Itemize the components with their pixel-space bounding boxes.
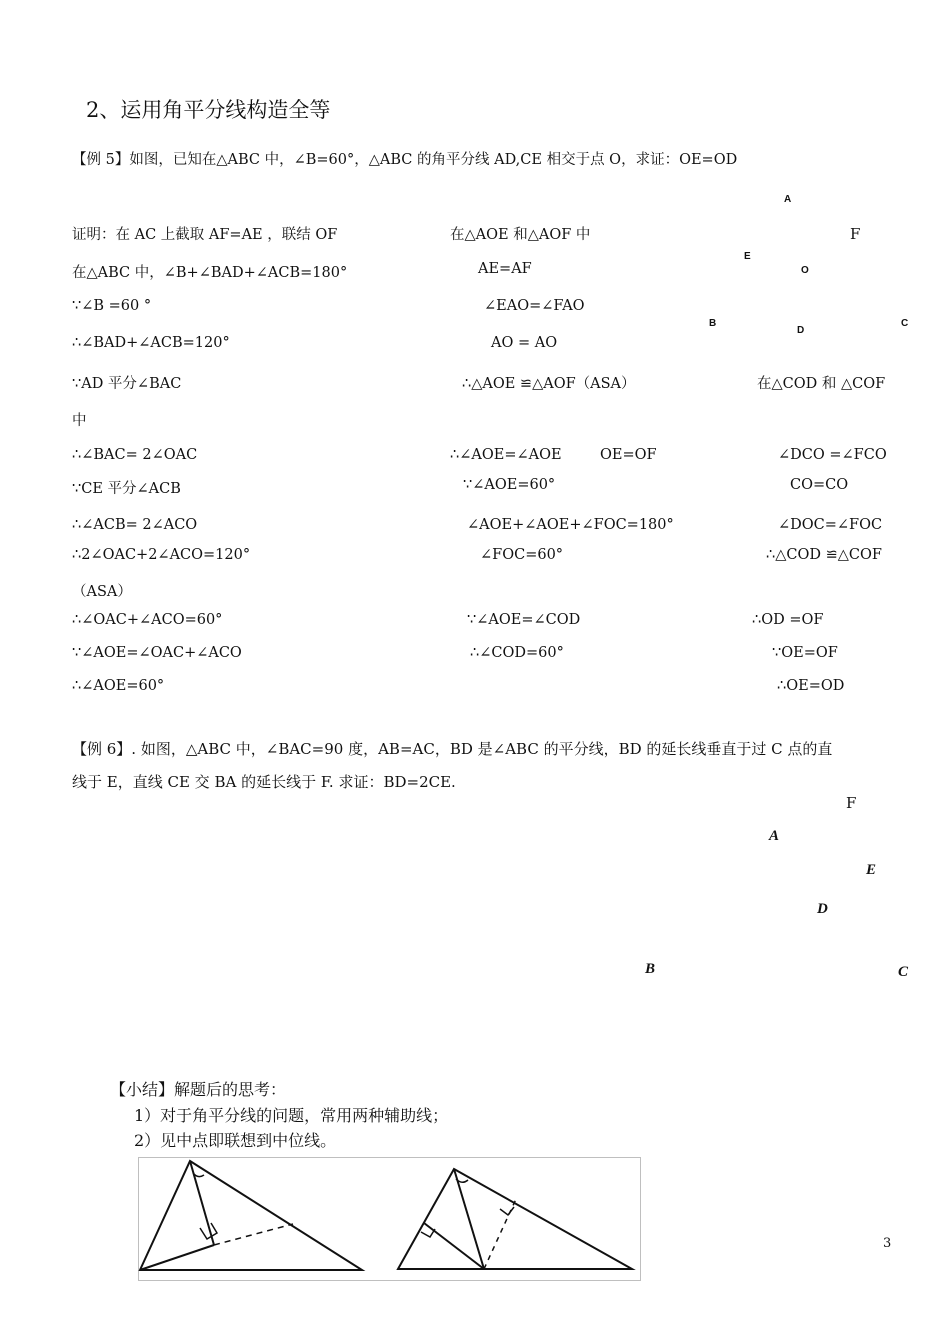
summary-item: 1）对于角平分线的问题，常用两种辅助线； bbox=[134, 1106, 449, 1125]
proof-line: ∵OE=OF bbox=[772, 645, 838, 661]
proof-line: 证明：在 AC 上截取 AF=AE ，联结 OF bbox=[72, 227, 338, 243]
proof-line: ∴∠OAC+∠ACO=60° bbox=[72, 612, 223, 628]
right-triangle-figure bbox=[398, 1169, 632, 1269]
summary-item: 2）见中点即联想到中位线。 bbox=[134, 1131, 337, 1150]
proof-line: ∵∠AOE=∠OAC+∠ACO bbox=[72, 645, 242, 661]
ex5-label-o: O bbox=[801, 265, 809, 276]
proof-line: ∴2∠OAC+2∠ACO=120° bbox=[72, 547, 251, 563]
proof-line: ∵AD 平分∠BAC bbox=[72, 376, 182, 392]
proof-line: AO = AO bbox=[491, 335, 558, 351]
ex5-label-c: C bbox=[901, 318, 909, 329]
proof-line: CO=CO bbox=[790, 477, 849, 493]
proof-line: ∴OE=OD bbox=[777, 678, 845, 694]
proof-line: ∴△COD ≌△COF bbox=[766, 547, 882, 563]
proof-line: ∠DOC=∠FOC bbox=[778, 517, 883, 533]
proof-line: ∴∠AOE=60° bbox=[72, 678, 165, 694]
proof-line: ∠AOE+∠AOE+∠FOC=180° bbox=[467, 517, 674, 533]
ex6-label-b: B bbox=[645, 961, 656, 977]
ex6-label-c: C bbox=[898, 964, 909, 980]
proof-line: 在△ABC 中，∠B+∠BAD+∠ACB=180° bbox=[72, 265, 348, 281]
ex5-label-d: D bbox=[797, 325, 805, 336]
summary-title: 【小结】解题后的思考： bbox=[110, 1080, 287, 1099]
proof-line: ∴∠AOE=∠AOE bbox=[450, 447, 562, 463]
proof-line: 在△AOE 和△AOF 中 bbox=[450, 227, 591, 243]
proof-line: ∴△AOE ≌△AOF（ASA） bbox=[462, 376, 636, 392]
ex6-label-f: F bbox=[846, 794, 857, 812]
proof-line: AE=AF bbox=[478, 261, 532, 277]
proof-line: OE=OF bbox=[600, 447, 657, 463]
proof-line: ∴∠BAD+∠ACB=120° bbox=[72, 335, 230, 351]
section-title: 2、运用角平分线构造全等 bbox=[86, 98, 331, 122]
proof-line: ∵∠AOE=60° bbox=[463, 477, 556, 493]
ex6-label-d: D bbox=[817, 901, 828, 917]
proof-line: ∵∠AOE=∠COD bbox=[467, 612, 581, 628]
ex5-label-b: B bbox=[709, 318, 717, 329]
proof-line: ∠DCO =∠FCO bbox=[778, 447, 887, 463]
proof-line: 中 bbox=[72, 413, 87, 429]
proof-line: （ASA） bbox=[72, 584, 132, 600]
left-triangle-figure bbox=[140, 1161, 362, 1270]
ex6-label-a: A bbox=[769, 828, 780, 844]
example6-line2: 线于 E，直线 CE 交 BA 的延长线于 F. 求证：BD=2CE. bbox=[72, 773, 456, 791]
ex6-label-e: E bbox=[866, 862, 877, 878]
proof-line: ∴OD =OF bbox=[752, 612, 824, 628]
proof-line: ∴∠COD=60° bbox=[470, 645, 564, 661]
proof-line: ∠FOC=60° bbox=[480, 547, 564, 563]
proof-line: ∵CE 平分∠ACB bbox=[72, 481, 181, 497]
auxiliary-line-figures bbox=[138, 1157, 641, 1281]
ex5-label-a: A bbox=[784, 194, 792, 205]
proof-line: 在△COD 和 △COF bbox=[757, 376, 886, 392]
proof-line: ∴∠ACB= 2∠ACO bbox=[72, 517, 198, 533]
example5-prompt: 【例 5】如图，已知在△ABC 中，∠B=60°，△ABC 的角平分线 AD,CE 相交于点 O，求证：OE=OD bbox=[72, 152, 738, 168]
proof-line: ∵∠B =60 ° bbox=[72, 298, 152, 314]
ex5-label-f: F bbox=[850, 225, 861, 243]
ex5-label-e: E bbox=[744, 251, 751, 262]
proof-line: ∠EAO=∠FAO bbox=[484, 298, 585, 314]
page-number: 3 bbox=[883, 1236, 892, 1251]
proof-line: ∴∠BAC= 2∠OAC bbox=[72, 447, 198, 463]
example6-line1: 【例 6】. 如图，△ABC 中，∠BAC=90 度，AB=AC，BD 是∠ABC 的平分线，BD 的延长线垂直于过 C 点的直 bbox=[72, 740, 833, 758]
